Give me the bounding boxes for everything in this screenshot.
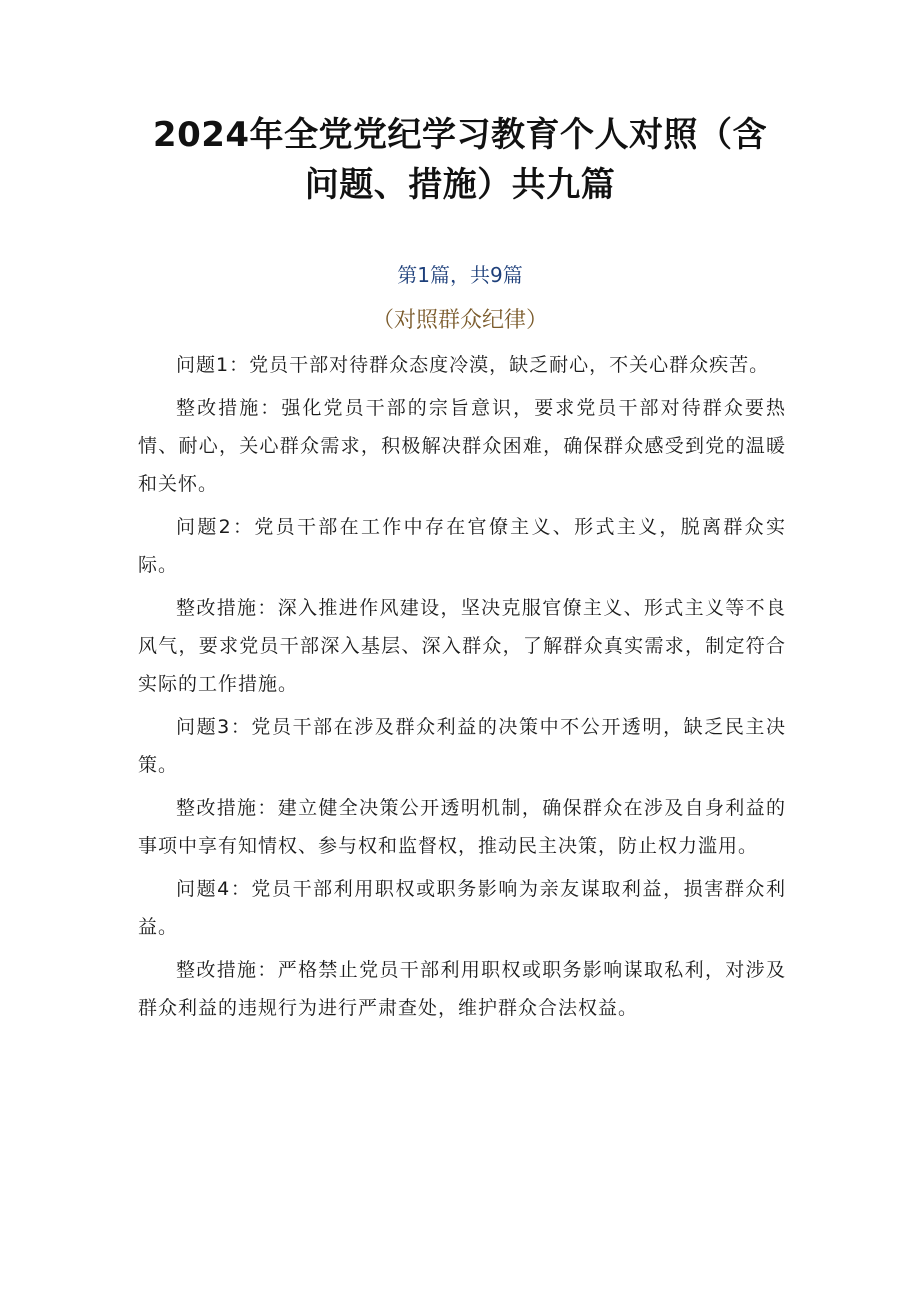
measure-paragraph [138,951,786,1027]
document-title: 2024年全党党纪学习教育个人对照（含问题、措施）共九篇 [152,115,768,205]
measure-paragraph [138,389,786,503]
problem-text: 党员干部在涉及群众利益的决策中不公开透明，缺乏民主决策。 [138,716,786,776]
problem-label: 问题1： [176,354,250,376]
measure-text: 强化党员干部的宗旨意识，要求党员干部对待群众要热情、耐心，关心群众需求，积极解决群众困难，确保群众感受到党的温暖和关怀。 [138,397,786,495]
problem-paragraph [138,708,786,784]
measure-text: 严格禁止党员干部利用职权或职务影响谋取私利，对涉及群众利益的违规行为进行严肃查处，维护群众合法权益。 [138,959,786,1019]
document-body [138,346,786,1032]
problem-label: 问题4： [176,878,252,900]
problem-text: 党员干部利用职权或职务影响为亲友谋取利益，损害群众利益。 [138,878,786,938]
measure-text: 深入推进作风建设，坚决克服官僚主义、形式主义等不良风气，要求党员干部深入基层、深入群众，了解群众真实需求，制定符合实际的工作措施。 [138,597,786,695]
part-label: 第1篇，共9篇 [397,263,523,287]
section-subtitle: （对照群众纪律） [371,308,548,333]
measure-paragraph [138,589,786,703]
problem-label: 问题3： [176,716,252,738]
problem-text: 党员干部对待群众态度冷漠，缺乏耐心，不关心群众疾苦。 [249,354,770,376]
measure-paragraph [138,789,786,865]
problem-label: 问题2： [176,516,255,538]
problem-paragraph [138,870,786,946]
measure-text: 建立健全决策公开透明机制，确保群众在涉及自身利益的事项中享有知情权、参与权和监督权，推动民主决策，防止权力滥用。 [138,797,786,857]
problem-paragraph [138,346,786,384]
problem-paragraph [138,508,786,584]
problem-text: 党员干部在工作中存在官僚主义、形式主义，脱离群众实际。 [138,516,786,576]
measure-label: 整改措施： [176,397,282,419]
measure-label: 整改措施： [176,959,278,981]
measure-label: 整改措施： [176,597,278,619]
measure-label: 整改措施： [176,797,278,819]
